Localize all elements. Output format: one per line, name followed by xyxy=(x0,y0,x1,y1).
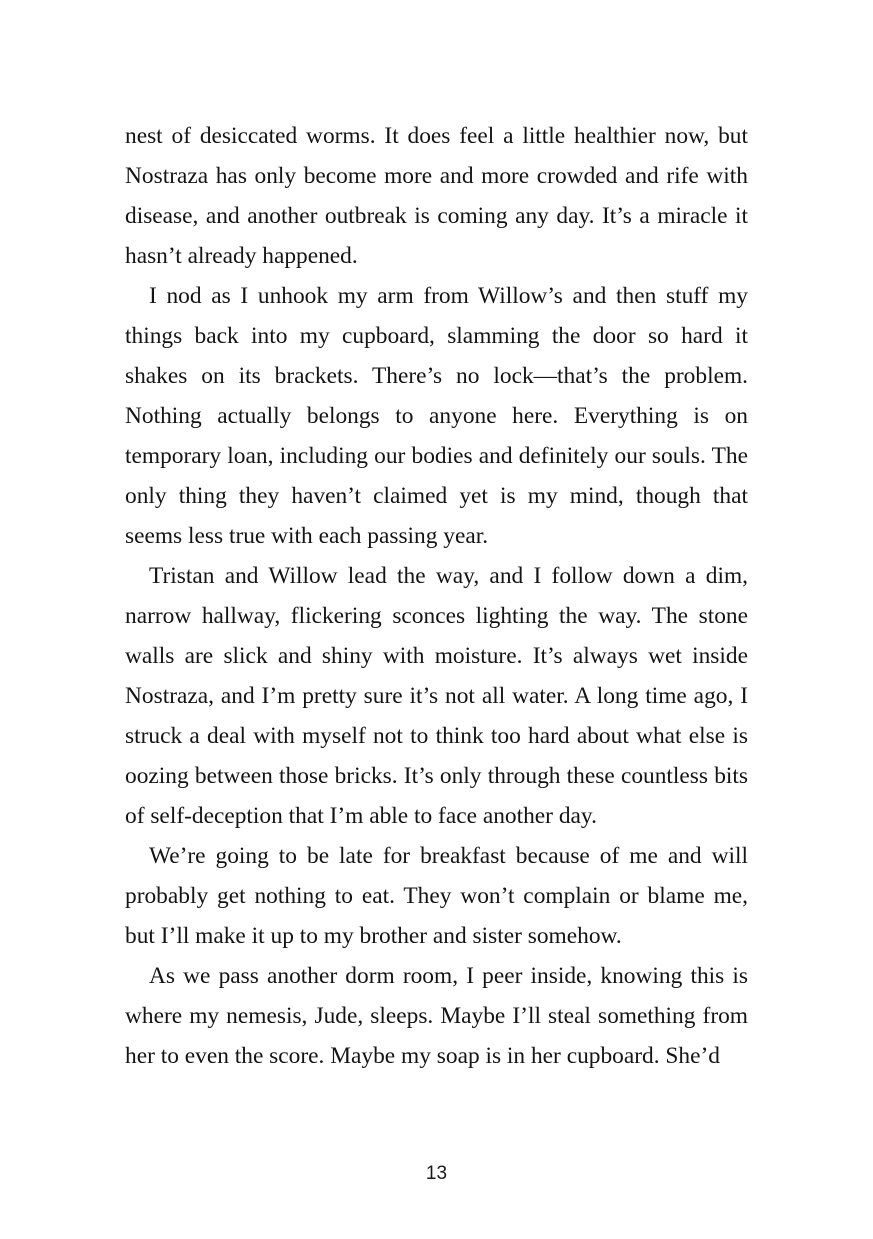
body-text xyxy=(125,116,748,1076)
paragraph-continuation: nest of desiccated worms. It does feel a little healthier now, but Nostraza has only become more and more crowded and rife with disease, and another outbreak is coming any day. It’s a miracle it hasn’t already happened. xyxy=(125,123,748,269)
page-number: 13 xyxy=(425,1163,448,1184)
paragraph-hallway: Tristan and Willow lead the way, and I follow down a dim, narrow hallway, flickering sconces lighting the way. The stone walls are slick and shiny with moisture. It’s always wet inside Nostraza, and I’m pretty sure it’s not all water. A long time ago, I struck a deal with myself not to think too hard about what else is oozing between those bricks. It’s only through these countless bits of self-deception that I’m able to face another day. xyxy=(125,563,748,829)
paragraph-breakfast: We’re going to be late for breakfast because of me and will probably get nothing to eat. They won’t complain or blame me, but I’ll make it up to my brother and sister somehow. xyxy=(125,843,748,949)
paragraph-dorm-room: As we pass another dorm room, I peer inside, knowing this is where my nemesis, Jude, sleeps. Maybe I’ll steal something from her to even the score. Maybe my soap is in her cupboard. She’d xyxy=(125,963,748,1069)
paragraph-cupboard: I nod as I unhook my arm from Willow’s and then stuff my things back into my cupboard, slamming the door so hard it shakes on its brackets. There’s no lock—that’s the problem. Nothing actually belongs to anyone here. Everything is on temporary loan, including our bodies and definitely our souls. The only thing they haven’t claimed yet is my mind, though that seems less true with each passing year. xyxy=(125,283,748,549)
